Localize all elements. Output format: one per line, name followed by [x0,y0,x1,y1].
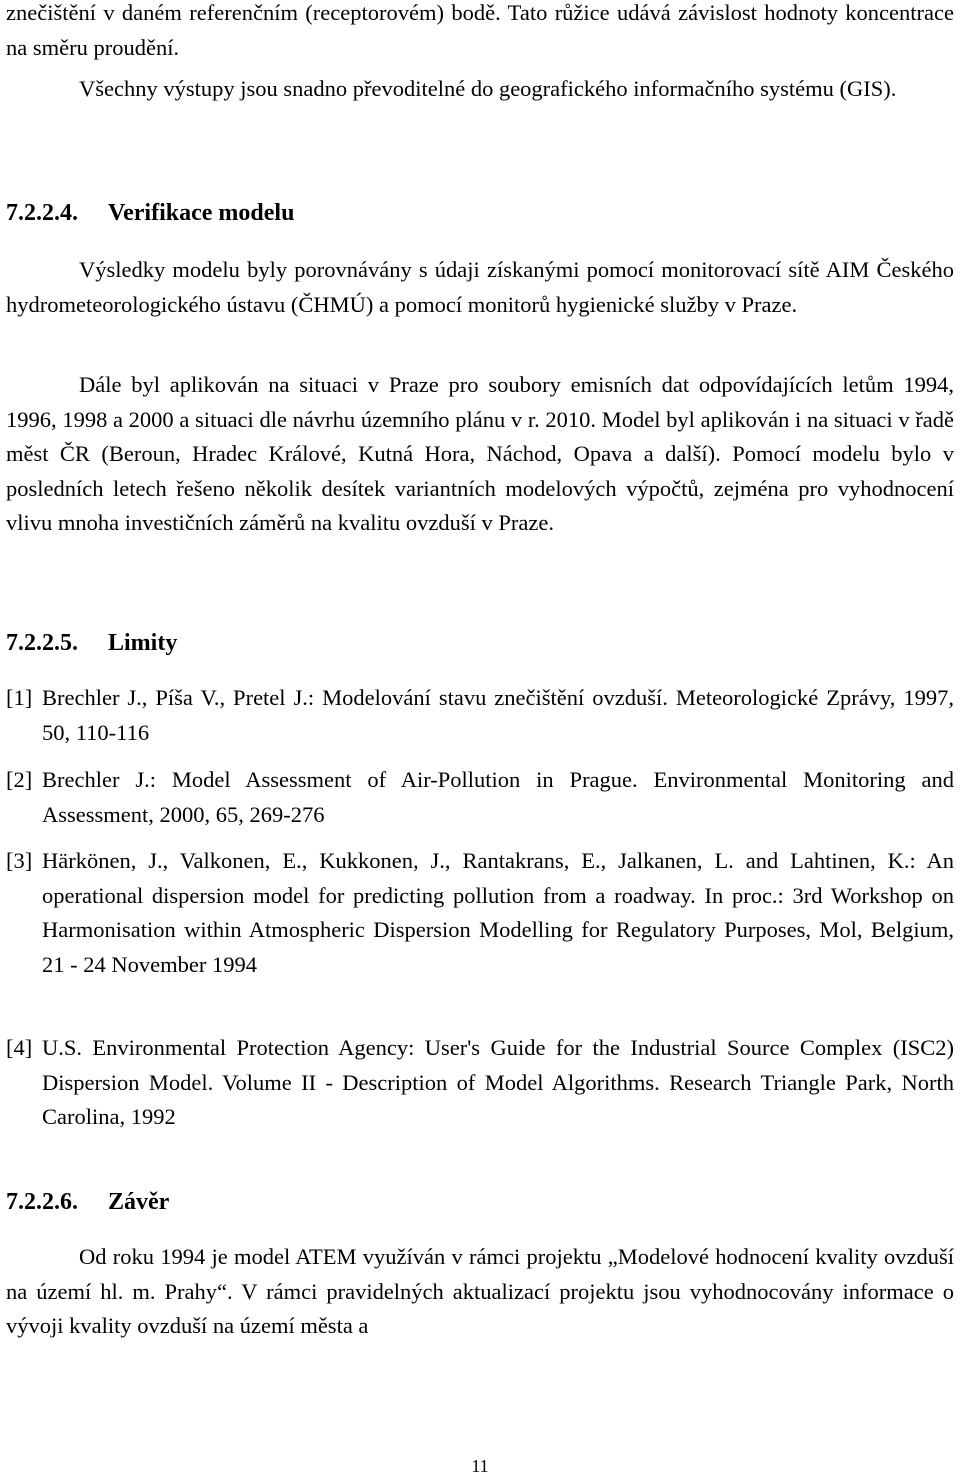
heading-limity [6,628,177,658]
paragraph-verification-results: Výsledky modelu byly porovnávány s údaji získanými pomocí monitorovací sítě AIM Českého hydrometeorologického ústavu (ČHMÚ) a pomocí monitorů hygienické služby v Praze. [6,257,954,317]
reference-item [6,844,954,982]
heading-limity-number: 7.2.2.5. [6,630,78,656]
page-number: 11 [471,1456,489,1476]
heading-verifikace-number: 7.2.2.4. [6,200,78,226]
reference-text: U.S. Environmental Protection Agency: User's Guide for the Industrial Source Complex (ISC2) Dispersion Model. Volume II - Description of Model Algorithms. Research Triangle Park, North Carolina, 1992 [42,1035,954,1129]
reference-number: [1] [6,685,33,710]
heading-zaver [6,1187,169,1217]
reference-item [6,1031,954,1135]
reference-number: [3] [6,848,33,873]
reference-item [6,763,954,832]
heading-limity-title: Limity [108,630,178,656]
paragraph-conclusion: Od roku 1994 je model ATEM využíván v rámci projektu „Modelové hodnocení kvality ovzduší na území hl. m. Prahy“. V rámci pravidelných aktualizací projektu jsou vyhodnocovány informace o vývoji kvality ovzduší na území města a [6,1244,954,1338]
reference-number: [2] [6,767,33,792]
reference-text: Brechler J.: Model Assessment of Air-Pollution in Prague. Environmental Monitoring and Assessment, 2000, 65, 269-276 [42,767,954,827]
reference-text: Brechler J., Píša V., Pretel J.: Modelování stavu znečištění ovzduší. Meteorologické Zprávy, 1997, 50, 110-116 [42,685,954,745]
heading-zaver-number: 7.2.2.6. [6,1189,78,1215]
heading-zaver-title: Závěr [108,1189,170,1215]
paragraph-gis-outputs: Všechny výstupy jsou snadno převoditelné do geografického informačního systému (GIS). [79,76,897,101]
reference-text: Härkönen, J., Valkonen, E., Kukkonen, J., Rantakrans, E., Jalkanen, L. and Lahtinen, K.: An operational dispersion model for predicting pollution from a roadway. In proc.: 3rd Workshop on Harmonisation within Atmospheric Dispersion Modelling for Regulatory Purposes, Mol, Belgium, 21 - 24 November 1994 [42,848,954,977]
paragraph-wind-rose: znečištění v daném referenčním (receptorovém) bodě. Tato růžice udává závislost hodnoty koncentrace na směru proudění. [6,0,954,60]
heading-verifikace [6,198,294,228]
paragraph-model-applications: Dále byl aplikován na situaci v Praze pro soubory emisních dat odpovídajících letům 1994, 1996, 1998 a 2000 a situaci dle návrhu územního plánu v r. 2010. Model byl aplikován i na situaci v řadě měst ČR (Beroun, Hradec Králové, Kutná Hora, Náchod, Opava a další). Pomocí modelu bylo v posledních letech řešeno několik desítek variantních modelových výpočtů, zejména pro vyhodnocení vlivu mnoha investičních záměrů na kvalitu ovzduší v Praze. [6,372,954,535]
heading-verifikace-title: Verifikace modelu [108,200,295,226]
reference-item [6,681,954,750]
reference-number: [4] [6,1035,33,1060]
